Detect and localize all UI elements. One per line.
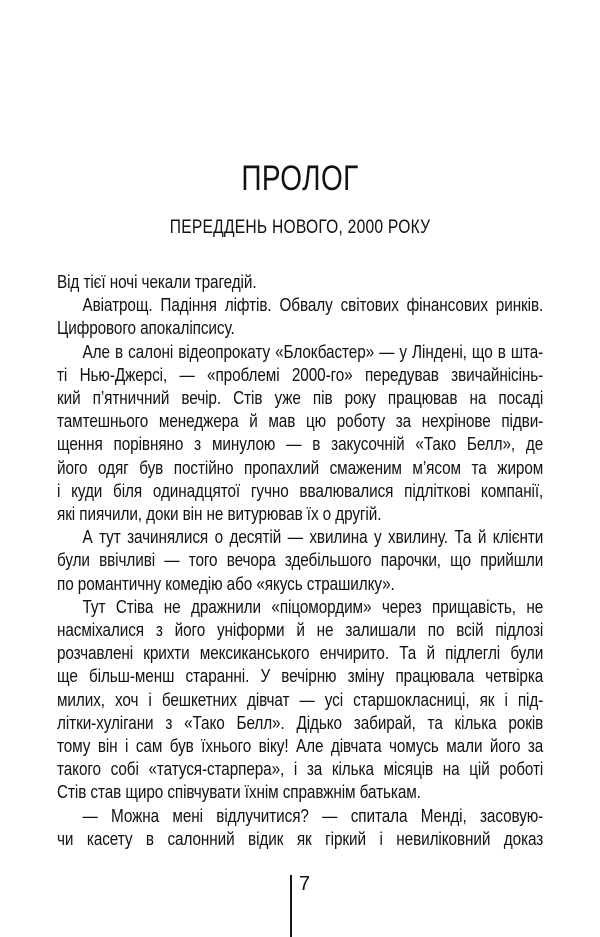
body-line: Стів став щиро співчувати їхнім справжнім батькам. [57,782,421,803]
body-line: А тут зачинялися о десятій — хвилина у хвилину. Та й клієнти [82,527,544,548]
body-line: по романтичну комедію або «якусь страшилку». [57,573,395,594]
body-line: розчавлені крихти мексиканського енчирито. Та й підлеглі були [57,643,544,664]
body-line: ще більш-менш старанні. У вечірню зміну працювала четвірка [57,666,544,687]
paragraph [57,271,543,294]
body-line: тому він і сам був їхнього віку! Але дівчата чомусь мали його за [57,736,544,757]
paragraph [57,526,543,596]
body-line: Авіатрощ. Падіння ліфтів. Обвалу світових фінансових ринків. [82,295,544,316]
paragraph [57,596,543,805]
body-line: кий п’ятничний вечір. Стів уже пів року працював на посаді [57,388,544,409]
body-line: і куди біля одинадцятої гучно ввалювалися підліткові компанії, [57,480,544,501]
body-line: тамтешнього менеджера й мав цю роботу за нехрінове підви- [57,411,544,432]
body-line: які пиячили, доки він не витурював їх о другій. [57,504,382,525]
body-line: щення порівняно з минулою — в закусочній «Тако Белл», де [57,434,544,455]
body-line: насміхалися з його уніформи й не залишали по всій підлозі [57,620,544,641]
chapter-subtitle: ПЕРЕДДЕНЬ НОВОГО, 2000 РОКУ [169,216,431,238]
body-line: були ввічливі — того вечора здебільшого парочки, що прийшли [57,550,544,571]
body-line: Від тієї ночі чекали трагедій. [57,272,257,292]
paragraph [57,341,543,527]
body-line: такого собі «татуся-старпера», і за кілька місяців на цій роботі [57,759,544,780]
body-line: Цифрового апокаліпсису. [57,318,235,339]
body-line: — Можна мені відлучитися? — спитала Менді, засовую- [82,805,544,826]
body-line: милих, хоч і бешкетних дівчат — усі старшокласниці, як і під- [57,689,544,710]
paragraph [57,805,543,851]
body-line: Тут Стіва не дражнили «піцомордим» через прищавість, не [82,596,544,617]
footer-rule [290,875,292,937]
chapter-title: ПРОЛОГ [241,159,359,198]
body-line: чи касету в салонний відик як гіркий і невиліковний доказ [57,828,544,849]
body-line: його одяг був постійно пропахлий смаженим м’ясом та жиром [57,457,544,478]
body-line: літки-хулігани з «Тако Белл». Дідько забирай, та кілька років [57,712,544,733]
paragraph [57,294,543,340]
page-number: 7 [299,873,311,895]
body-line: Але в салоні відеопрокату «Блокбастер» — у Ліндені, що в шта- [82,341,544,362]
body-text [57,271,543,851]
body-line: ті Нью-Джерсі, — «проблемі 2000-го» передував звичайнісінь- [57,364,544,385]
